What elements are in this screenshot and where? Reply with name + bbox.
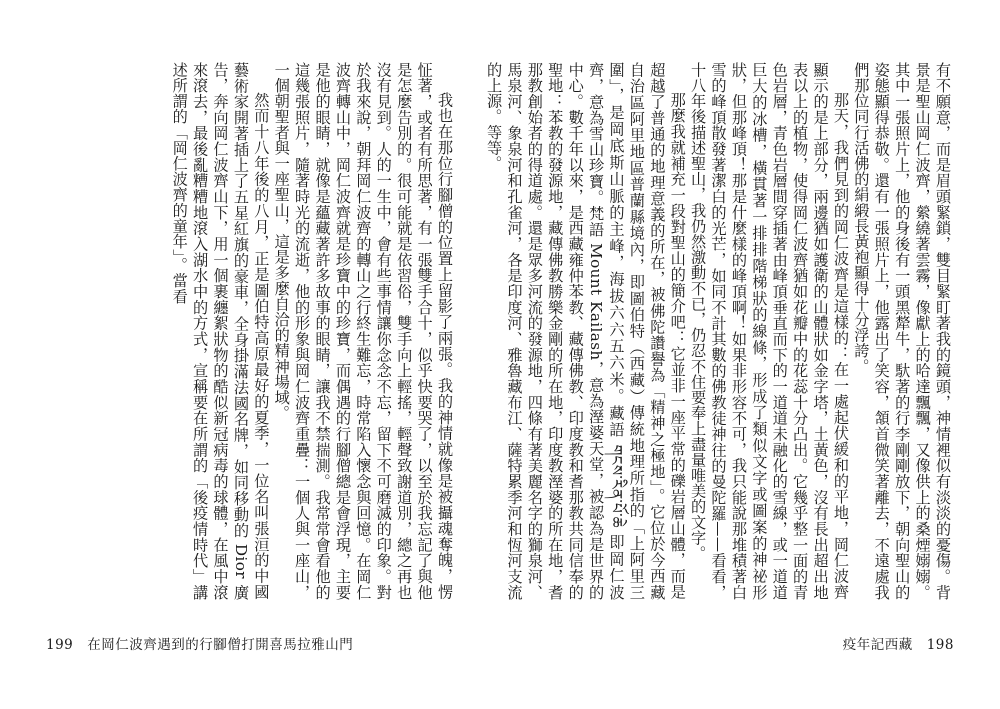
left-paragraph-2: 然而十八年後的八月，正是圖伯特高原最好的夏季，一位名叫張洹的中國藝術家開著插上了五星紅旗的豪車，全身掛滿法國名牌，如同移動的 Dior 廣告，奔向岡仁波齊山下，用一個裹纏絮狀物的酷似新冠病毒的球體，在風中滾來滾去，最後亂糟糟地滾入湖水中的方式，宣稱要在所謂的「後疫情時代」講述所謂的「岡仁波齊的童年」。當看 [170,62,271,600]
left-running-head: 在岡仁波齊遇到的行腳僧打開喜馬拉雅山門 [87,637,354,653]
right-page [485,0,1000,709]
right-page-footer [843,633,968,653]
left-page-number: 199 [46,637,74,653]
left-paragraph-1: 我也在那位行腳僧的位置上留影了兩張。我的神情就像是被攝魂奪魄，愣怔著，或者有所思著，有一張雙手合十，似乎快要哭了，以至於我忘記了與他是怎麼告別的。很可能就是依習俗，雙手向上輕搖，輕聲致謝道別，總之再也沒有見到。人的一生中，會有些事情讓你念念不忘，留下不可磨滅的印象。對於我來說，朝拜岡仁波齊的轉山之行終生難忘，時常陷入懷念與回憶。在岡仁波齊轉山中，岡仁波齊就是珍寶中的珍寶，而偶遇的行腳僧總是會浮現，主要是他的眼睛，就像是蘊藏著許多故事的眼睛，讓我不禁揣測。我常常會看他的這幾張照片，隨著時光的流逝，他的形象與岡仁波齊重疊：一個人與一座山，一個朝聖者與一座聖山，這是多麼自洽的精神場域。 [272,62,454,600]
left-page-body [46,62,455,600]
right-paragraph-2: 那天，我們見到的岡仁波齊是這樣的：在一處起伏緩和的平地，岡仁波齊顯示的是上部分，兩邊猶如護衛的山體狀如金字塔，土黃色，沒有長出超出地表以上的植物，使得岡仁波齊猶如花瓣中的花蕊十分凸出。它幾乎整一面的青色岩層，青色岩層間穿插著由峰頂垂直而下的一道道未融化的雪線，或一道道巨大的冰槽，橫貫著一排排階梯狀的線條，形成了類似文字或圖案的神祕形狀，但那峰頂！那是什麼樣的峰頂啊！如果非形容不可，我只能說那堆積著白雪的峰頂散發著潔白的光芒，如同不計其數的佛教徒神往的曼陀羅——看看，十八年後描述聖山，我仍然激動不已，仍忍不住要奉上盡量唯美的文字。 [689,62,850,600]
left-page-footer [32,633,353,653]
right-paragraph-3-text: 那麼我就補充一段對聖山的簡介吧：它並非一座平常的礫岩層山體，而是超越了普通的地理意義的所在，被佛陀讚譽為「精神之極地」。它位於今西藏自治區阿里地區普蘭縣境內，即圖伯特（西藏）傳統地理所指的「上阿里三圍」，是岡底斯山脈的主峰，海拔六六五六米。藏語 གངས་རིན་པོ་ཆེ 即岡仁波齊，意為雪山珍寶。梵語 Mount Kailash，意為溼婆天堂，被認為是世界的中心。數千年以來，是西藏雍仲苯教、藏傳佛教、印度教和耆那教共同信奉的聖地：苯教的發源地，藏傳佛教勝樂金剛的所在地，印度教溼婆的所在地，耆那教創始者的得道處。還是眾多河流的發源地，四條有著美麗名字的獅泉河、馬泉河、象泉河和孔雀河，各是印度河、雅魯藏布江、薩特累季河和恆河支流的上源。等等。 [485,62,687,600]
right-running-head: 疫年記西藏 [842,637,913,653]
right-paragraph-3 [484,62,688,600]
right-page-number: 198 [926,637,954,653]
right-page-body [485,62,953,600]
right-paragraph-1: 有不願意，而是眉頭緊鎖，雙目緊盯著我的鏡頭，神情裡似有淡淡的憂傷。背景是聖山岡仁波齊，縈繞著雲霧，像獻上的哈達飄飄，又像供上的桑煙嫋嫋。其中一張照片上，他的身後有一頭黑犛牛，馱著的行李剛剛放下，朝向聖山的姿態顯得恭敬。還有一張照片上，他露出了笑容，頷首微笑著離去，不遠處我們那位同行活佛的絹緞長黃袍顯得十分浮誇。 [852,62,952,600]
